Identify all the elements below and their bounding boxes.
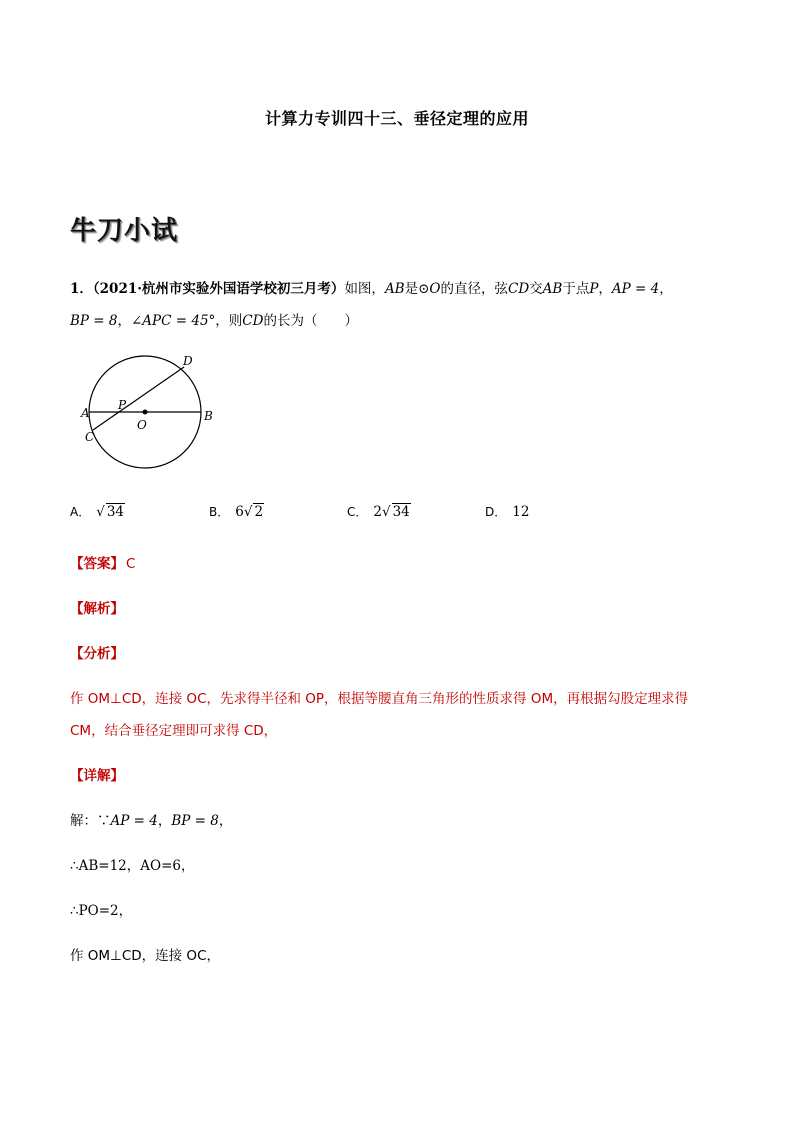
- option-c-radicand: 34: [392, 504, 410, 520]
- math-ap-eq: AP = 4: [611, 281, 660, 297]
- fenxi-label: 【分析】: [70, 646, 124, 662]
- question-text: ，: [117, 313, 131, 329]
- math-cd: CD: [508, 281, 530, 297]
- detail-line-1: [70, 809, 232, 829]
- detail-sep: ，: [218, 813, 233, 829]
- math-cd: CD: [242, 313, 264, 329]
- label-c: C: [85, 430, 95, 444]
- question-text: ，: [598, 281, 612, 297]
- answer-row: [70, 552, 135, 572]
- center-point: [143, 410, 148, 415]
- page-title: 计算力专训四十三、垂径定理的应用: [264, 109, 529, 128]
- option-d: [485, 502, 529, 522]
- sqrt-symbol: √ 34: [96, 504, 125, 520]
- option-d-mark: D．: [485, 505, 507, 519]
- sqrt-symbol: √ 2: [243, 504, 264, 520]
- detail-label: 【详解】: [70, 768, 124, 784]
- option-a-radicand: 34: [106, 504, 125, 520]
- question-text: ，: [659, 281, 673, 297]
- question-number: 1．: [70, 281, 93, 297]
- analysis-label: 【解析】: [70, 601, 124, 617]
- math-bp-eq: BP = 8: [70, 313, 118, 329]
- question-text: 的直径，弦: [440, 281, 508, 297]
- answer-label: 【答案】: [70, 556, 124, 572]
- math-p: P: [589, 281, 599, 297]
- question-text: 的长为（ ）: [263, 313, 358, 329]
- math-ab: AB: [384, 281, 405, 297]
- detail-sep: ，: [157, 813, 172, 829]
- option-d-value: 12: [512, 504, 530, 520]
- question-text: 交: [529, 281, 543, 297]
- option-c-coef: 2: [373, 504, 382, 520]
- option-b-radicand: 2: [254, 504, 264, 520]
- fenxi-line-1: 作 OM⊥CD，连接 OC，先求得半径和 OP，根据等腰直角三角形的性质求得 OM，再根据勾股定理求得: [70, 691, 689, 707]
- option-a-mark: A．: [70, 505, 91, 519]
- math-ap-eq: AP = 4: [110, 813, 158, 829]
- question-source: （2021·杭州市实验外国语学校初三月考）: [92, 281, 345, 297]
- sqrt-symbol: √ 34: [381, 504, 410, 520]
- circle-figure: [76, 350, 226, 475]
- fenxi-line-2: CM，结合垂径定理即可求得 CD，: [70, 723, 278, 739]
- detail-prefix: 解：∵: [70, 813, 111, 829]
- option-b-coef: 6: [235, 504, 244, 520]
- option-b: [209, 502, 264, 522]
- label-p: P: [118, 398, 127, 412]
- label-d: D: [183, 354, 193, 368]
- question-line-1: [70, 279, 673, 299]
- question-text: 是⊙: [404, 281, 430, 297]
- question-text: 于点: [562, 281, 590, 297]
- question-text: ，则: [215, 313, 243, 329]
- math-bp-eq: BP = 8: [171, 813, 219, 829]
- math-angle-eq: ∠APC = 45°: [131, 313, 216, 329]
- option-a: [70, 502, 125, 522]
- option-b-mark: B．: [209, 505, 230, 519]
- detail-line-2: ∴AB=12，AO=6，: [70, 858, 195, 874]
- detail-line-4: 作 OM⊥CD，连接 OC，: [70, 948, 220, 964]
- math-ab: AB: [542, 281, 563, 297]
- option-c: [347, 502, 411, 522]
- detail-line-3: ∴PO=2，: [70, 903, 133, 919]
- answer-value: C: [126, 556, 136, 572]
- question-text: 如图，: [344, 281, 385, 297]
- label-a: A: [81, 406, 90, 420]
- label-o: O: [137, 418, 147, 432]
- math-o: O: [429, 281, 441, 297]
- label-b: B: [204, 409, 213, 423]
- section-heading: 牛刀小试: [70, 216, 179, 246]
- option-c-mark: C．: [347, 505, 368, 519]
- question-line-2: [70, 311, 358, 331]
